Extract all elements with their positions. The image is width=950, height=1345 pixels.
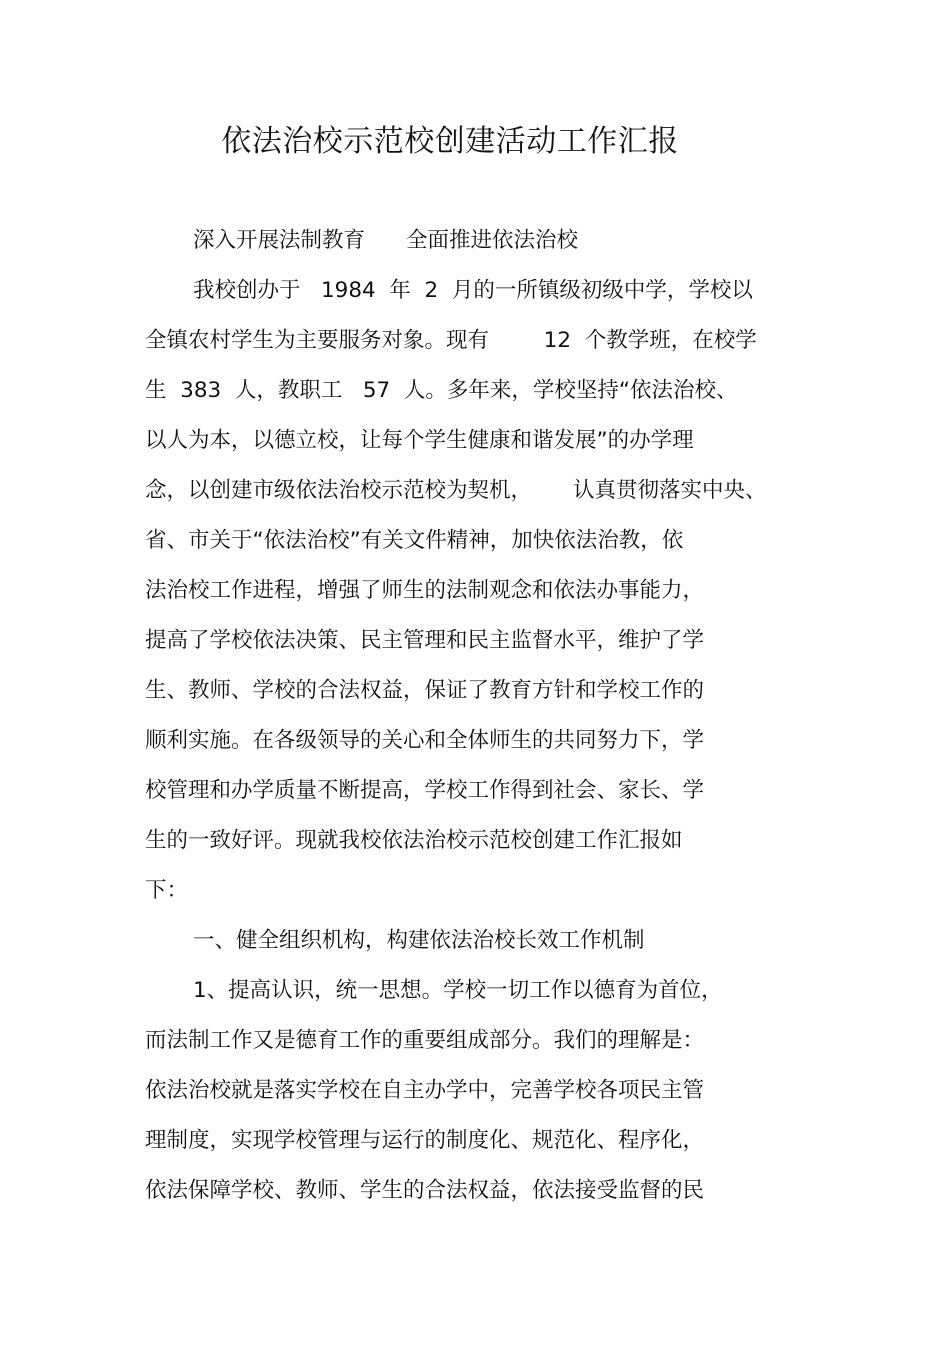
body-line: 以人为本，以德立校，让每个学生健康和谐发展”的办学理 (145, 428, 694, 453)
body-line: 依法保障学校、教师、学生的合法权益，依法接受监督的民 (145, 1178, 705, 1203)
body-line: 1、提高认识，统一思想。学校一切工作以德育为首位， (193, 978, 723, 1003)
document-title: 依法治校示范校创建活动工作汇报 (221, 124, 679, 159)
body-line: 顺利实施。在各级领导的关心和全体师生的共同努力下，学 (145, 728, 705, 753)
body-line: 理制度，实现学校管理与运行的制度化、规范化、程序化， (145, 1128, 705, 1153)
body-line: 生、教师、学校的合法权益，保证了教育方针和学校工作的 (145, 678, 705, 703)
body-line: 念，以创建市级依法治校示范校为契机， 认真贯彻落实中央、 (145, 478, 767, 503)
body-line: 我校创办于 1984 年 2 月的一所镇级初级中学，学校以 (193, 278, 753, 303)
body-line: 法治校工作进程，增强了师生的法制观念和依法办事能力， (145, 578, 705, 603)
body-line: 校管理和办学质量不断提高，学校工作得到社会、家长、学 (145, 778, 705, 803)
body-line: 省、市关于“依法治校”有关文件精神，加快依法治教，依 (145, 528, 684, 553)
body-line: 下： (145, 878, 189, 903)
body-line: 生 383 人，教职工 57 人。多年来，学校坚持“依法治校、 (145, 378, 738, 403)
body-line: 全镇农村学生为主要服务对象。现有 12 个教学班，在校学 (145, 328, 757, 353)
body-line: 提高了学校依法决策、民主管理和民主监督水平，维护了学 (145, 628, 705, 653)
body-line: 而法制工作又是德育工作的重要组成部分。我们的理解是： (145, 1028, 705, 1053)
section-heading: 一、健全组织机构，构建依法治校长效工作机制 (193, 928, 645, 953)
body-line: 生的一致好评。现就我校依法治校示范校创建工作汇报如 (145, 828, 683, 853)
body-line: 依法治校就是落实学校在自主办学中，完善学校各项民主管 (145, 1078, 705, 1103)
subtitle-line: 深入开展法制教育 全面推进依法治校 (193, 228, 579, 253)
